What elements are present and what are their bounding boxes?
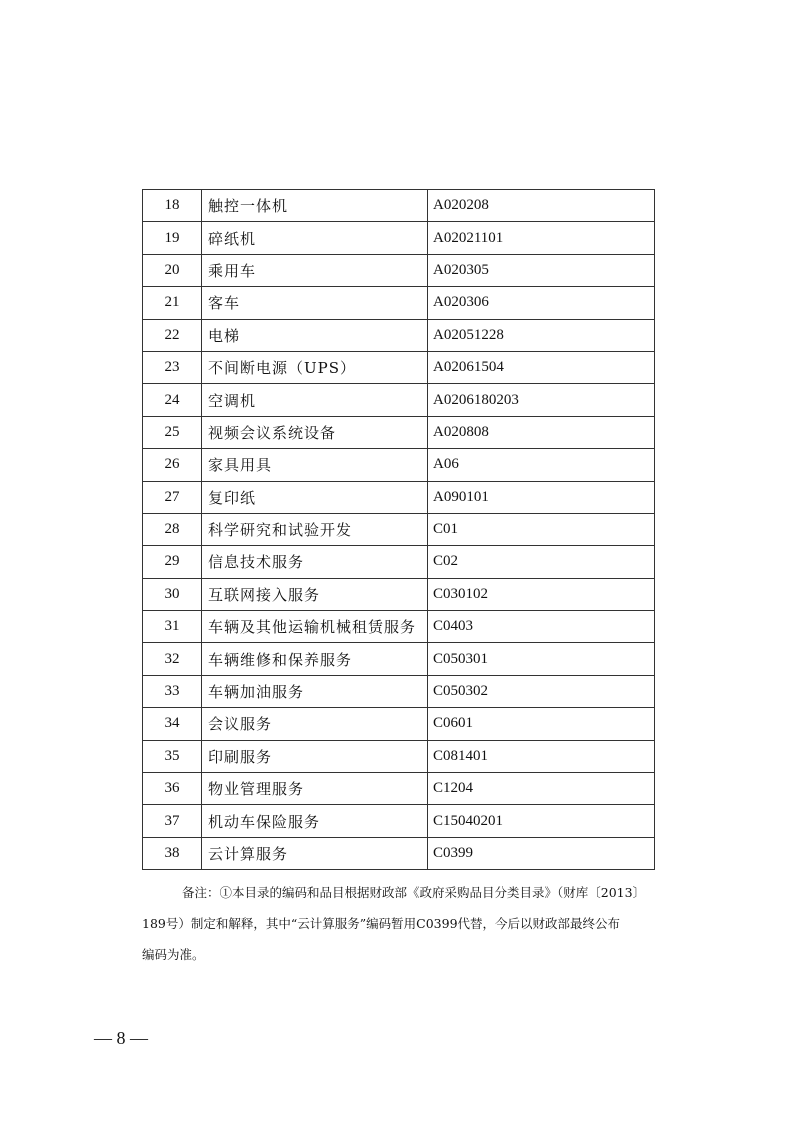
item-name: 车辆及其他运输机械租赁服务: [202, 611, 428, 643]
item-name: 机动车保险服务: [202, 805, 428, 837]
table-row: [143, 287, 655, 319]
row-number: 38: [143, 837, 202, 869]
item-name: 不间断电源（UPS）: [202, 351, 428, 383]
table-row: [143, 740, 655, 772]
table-row: [143, 578, 655, 610]
item-name: 空调机: [202, 384, 428, 416]
table-row: [143, 708, 655, 740]
catalog-table-body: [143, 190, 655, 870]
item-code: C01: [428, 513, 655, 545]
item-name: 客车: [202, 287, 428, 319]
item-code: C030102: [428, 578, 655, 610]
table-row: [143, 319, 655, 351]
item-code: A020808: [428, 416, 655, 448]
item-name: 物业管理服务: [202, 773, 428, 805]
item-name: 电梯: [202, 319, 428, 351]
table-row: [143, 384, 655, 416]
item-name: 车辆维修和保养服务: [202, 643, 428, 675]
item-code: A020208: [428, 190, 655, 222]
table-row: [143, 773, 655, 805]
item-name: 触控一体机: [202, 190, 428, 222]
item-code: A02021101: [428, 222, 655, 254]
row-number: 32: [143, 643, 202, 675]
row-number: 25: [143, 416, 202, 448]
item-name: 家具用具: [202, 449, 428, 481]
item-code: C050301: [428, 643, 655, 675]
item-code: A0206180203: [428, 384, 655, 416]
table-row: [143, 805, 655, 837]
item-name: 复印纸: [202, 481, 428, 513]
row-number: 34: [143, 708, 202, 740]
item-name: 信息技术服务: [202, 546, 428, 578]
item-code: A020305: [428, 254, 655, 286]
row-number: 28: [143, 513, 202, 545]
row-number: 37: [143, 805, 202, 837]
page-number: — 8 —: [94, 1028, 148, 1048]
row-number: 18: [143, 190, 202, 222]
row-number: 24: [143, 384, 202, 416]
row-number: 22: [143, 319, 202, 351]
table-row: [143, 481, 655, 513]
table-row: [143, 254, 655, 286]
item-code: C0399: [428, 837, 655, 869]
item-name: 乘用车: [202, 254, 428, 286]
row-number: 20: [143, 254, 202, 286]
item-name: 互联网接入服务: [202, 578, 428, 610]
row-number: 36: [143, 773, 202, 805]
item-name: 车辆加油服务: [202, 675, 428, 707]
remark-note: [142, 877, 654, 970]
table-row: [143, 222, 655, 254]
table-row: [143, 675, 655, 707]
table-row: [143, 416, 655, 448]
row-number: 27: [143, 481, 202, 513]
table-row: [143, 611, 655, 643]
row-number: 23: [143, 351, 202, 383]
row-number: 31: [143, 611, 202, 643]
row-number: 21: [143, 287, 202, 319]
row-number: 35: [143, 740, 202, 772]
item-name: 视频会议系统设备: [202, 416, 428, 448]
table-row: [143, 546, 655, 578]
item-code: A02061504: [428, 351, 655, 383]
row-number: 19: [143, 222, 202, 254]
item-code: C0403: [428, 611, 655, 643]
row-number: 26: [143, 449, 202, 481]
item-code: A06: [428, 449, 655, 481]
item-code: A02051228: [428, 319, 655, 351]
row-number: 33: [143, 675, 202, 707]
catalog-table: [142, 189, 655, 870]
item-name: 印刷服务: [202, 740, 428, 772]
remark-line-1: 备注：①本目录的编码和品目根据财政部《政府采购品目分类目录》（财库〔2013〕: [182, 885, 646, 900]
table-row: [143, 643, 655, 675]
item-code: A020306: [428, 287, 655, 319]
table-row: [143, 351, 655, 383]
item-name: 会议服务: [202, 708, 428, 740]
table-row: [143, 513, 655, 545]
item-code: C02: [428, 546, 655, 578]
table-row: [143, 449, 655, 481]
item-name: 科学研究和试验开发: [202, 513, 428, 545]
remark-line-2: 189号）制定和解释，其中“云计算服务”编码暂用C0399代替，今后以财政部最终公布: [142, 916, 621, 931]
item-code: C15040201: [428, 805, 655, 837]
item-code: A090101: [428, 481, 655, 513]
item-code: C081401: [428, 740, 655, 772]
table-row: [143, 190, 655, 222]
remark-line-3: 编码为准。: [142, 947, 205, 962]
item-code: C050302: [428, 675, 655, 707]
item-name: 碎纸机: [202, 222, 428, 254]
row-number: 30: [143, 578, 202, 610]
item-code: C0601: [428, 708, 655, 740]
table-row: [143, 837, 655, 869]
item-name: 云计算服务: [202, 837, 428, 869]
item-code: C1204: [428, 773, 655, 805]
row-number: 29: [143, 546, 202, 578]
